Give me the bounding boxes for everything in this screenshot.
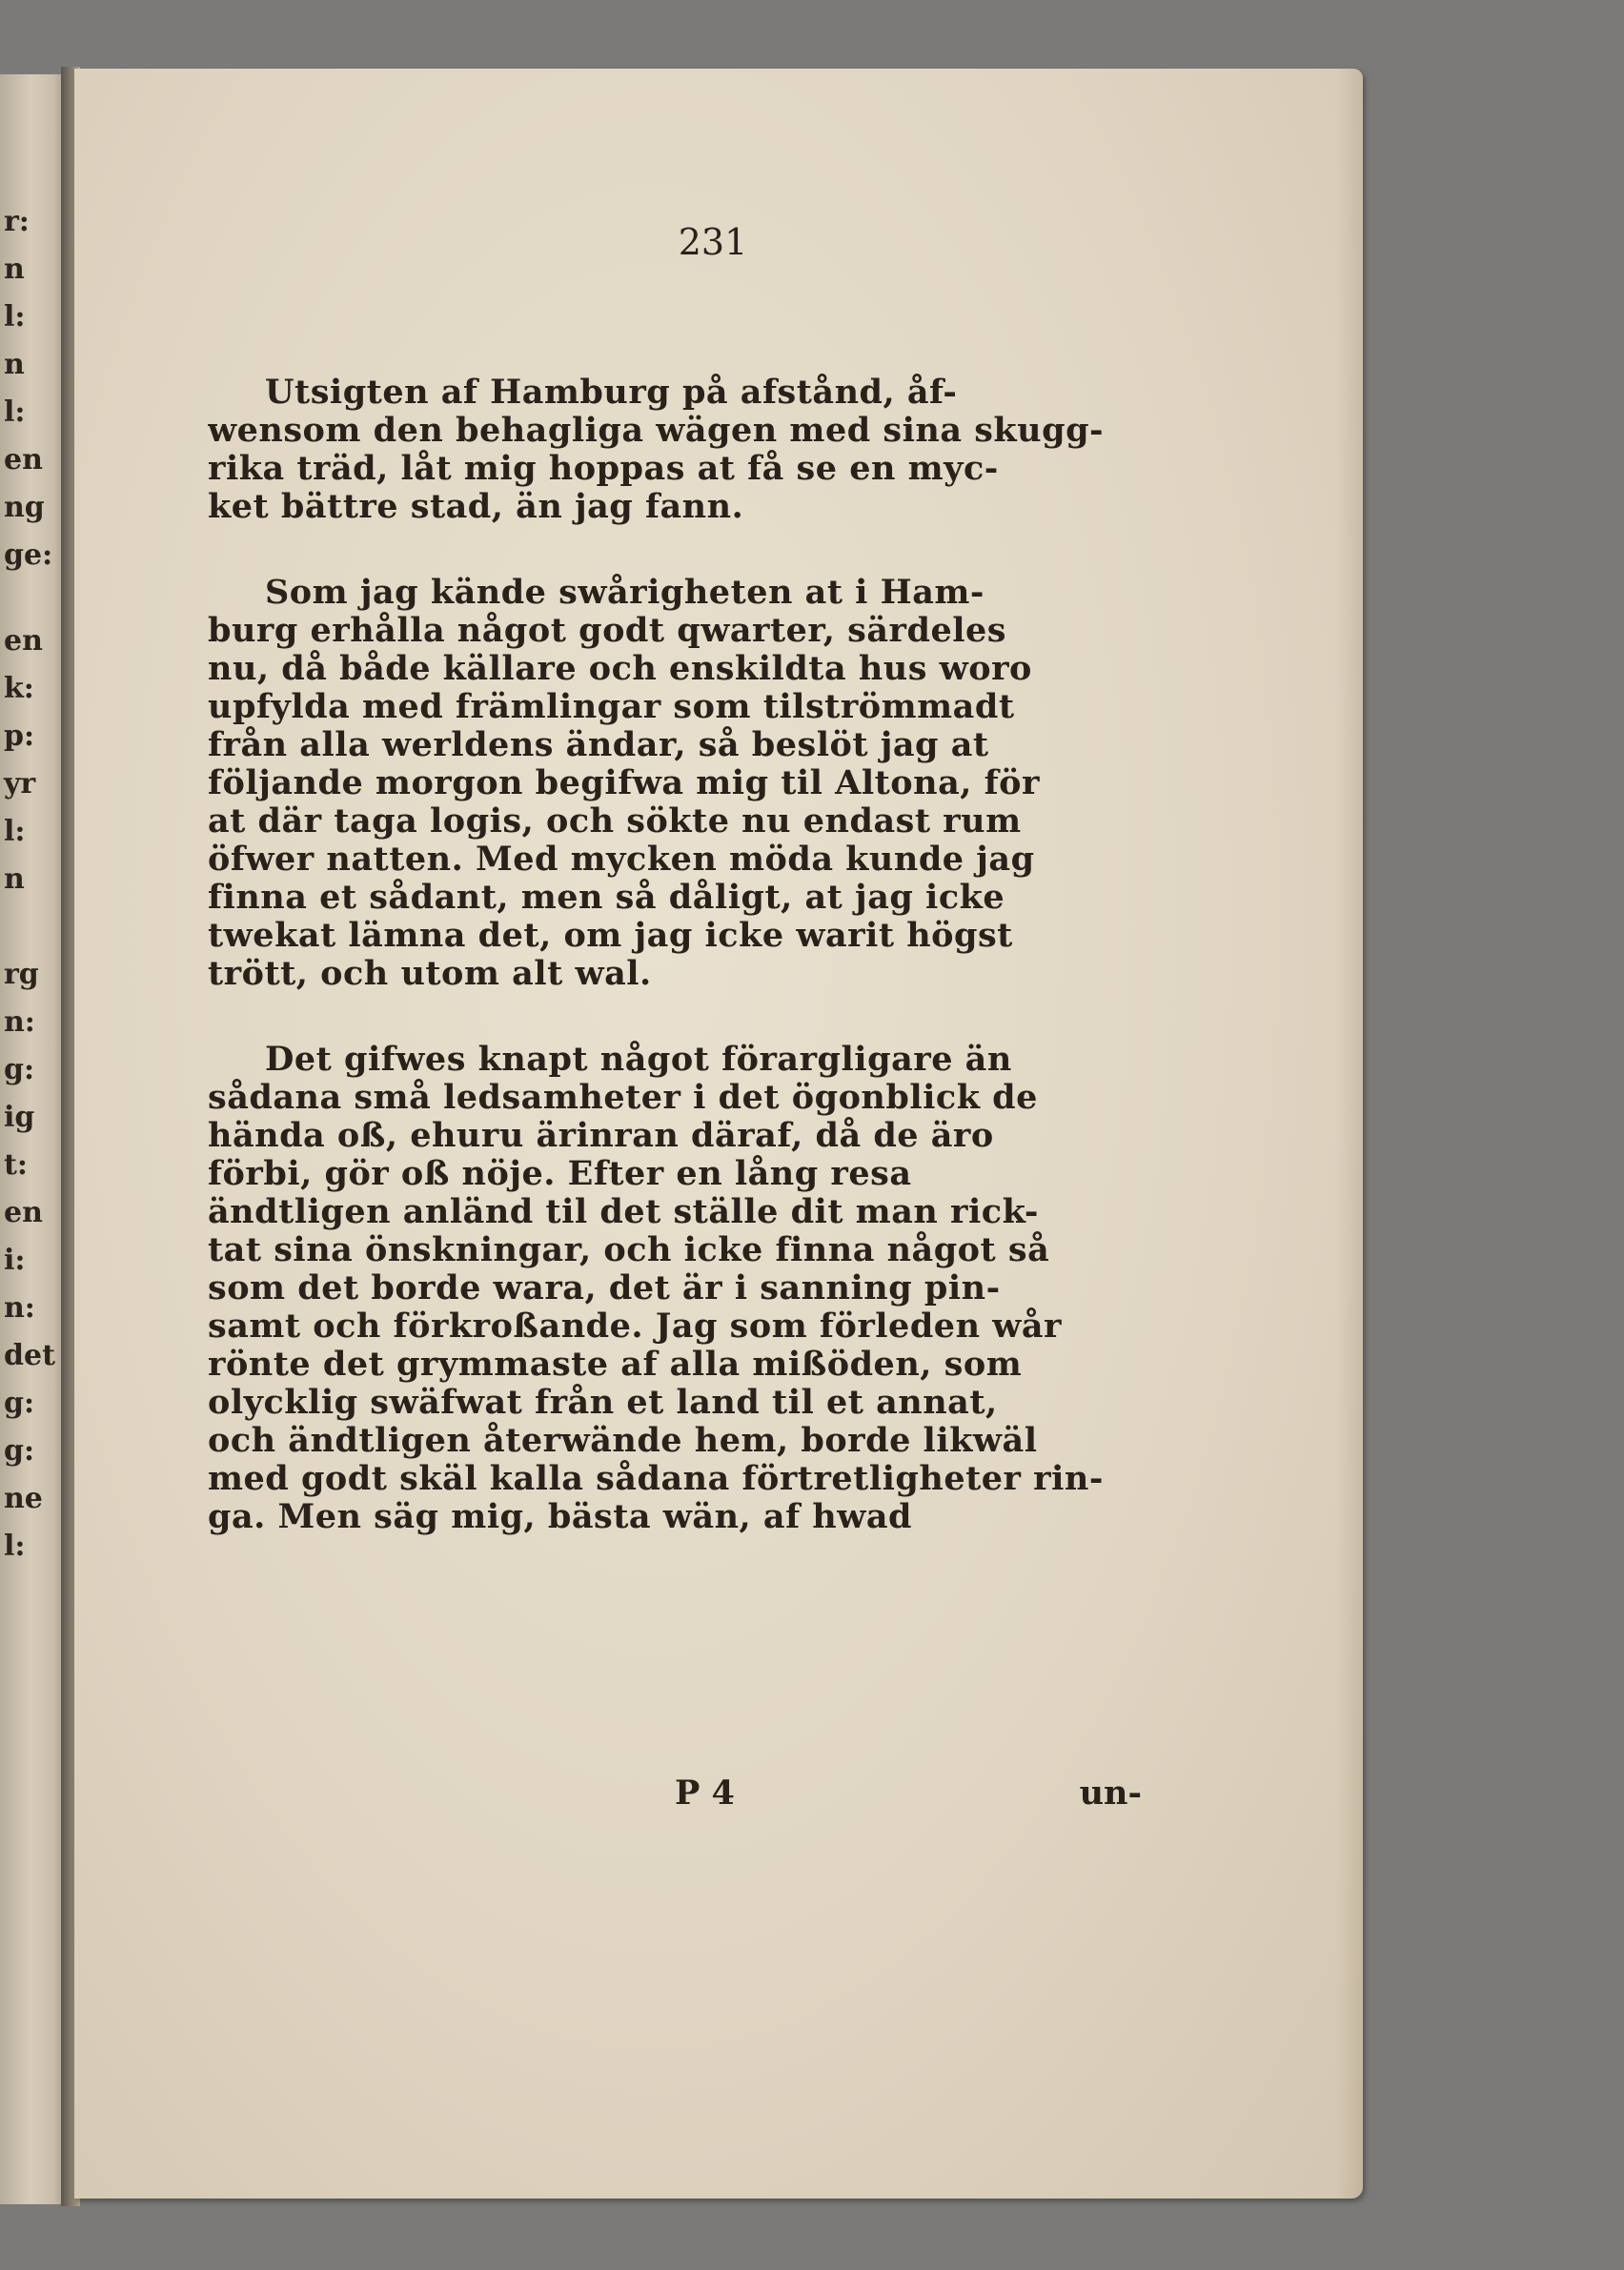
text-line: och ändtligen återwände hem, borde likwäl	[208, 1422, 1038, 1460]
left-page-fragment: n	[4, 253, 25, 286]
left-page-fragment: n:	[4, 1005, 35, 1039]
left-page-fragment: g:	[4, 1434, 35, 1468]
text-line: ket bättre stad, än jag fann.	[208, 488, 744, 526]
left-page-fragment: n	[4, 348, 25, 381]
left-page-fragment: l:	[4, 395, 26, 429]
text-line: nu, då både källare och enskildta hus woro	[208, 650, 1032, 688]
text-line: wensom den behagliga wägen med sina skugg-	[208, 412, 1105, 450]
left-page-fragment: yr	[4, 767, 36, 801]
text-line: rika träd, låt mig hoppas at få se en myc-	[208, 450, 999, 488]
text-line: öfwer natten. Med mycken möda kunde jag	[208, 841, 1035, 879]
page-number: 231	[678, 221, 748, 263]
text-line: sådana små ledsamheter i det ögonblick de	[208, 1079, 1038, 1117]
text-line: som det borde wara, det är i sanning pin-	[208, 1269, 1001, 1307]
text-line: från alla werldens ändar, så beslöt jag at	[208, 726, 989, 764]
signature-mark: P 4	[675, 1773, 735, 1813]
paragraph-gap	[208, 526, 1142, 574]
left-page-fragment: l:	[4, 815, 26, 848]
left-page-fragment: l:	[4, 1530, 26, 1563]
text-line: trött, och utom alt wal.	[208, 955, 652, 993]
text-line: Utsigten af Hamburg på afstånd, åf-	[265, 374, 958, 412]
left-page-fragment: g:	[4, 1387, 35, 1420]
left-page-fragment: en	[4, 443, 43, 476]
left-page-fragment: ge:	[4, 538, 53, 572]
left-page-fragment: l:	[4, 300, 26, 334]
left-page-fragment: t:	[4, 1148, 28, 1182]
text-line: at där taga logis, och sökte nu endast rum	[208, 802, 1022, 841]
left-page-edge	[0, 74, 67, 2204]
paragraph	[208, 1041, 1142, 1536]
left-page-fragment: en	[4, 1196, 43, 1229]
text-line: twekat lämna det, om jag icke warit högst	[208, 917, 1013, 955]
text-line: hända oß, ehuru ärinran däraf, då de äro	[208, 1117, 994, 1155]
text-line: följande morgon begifwa mig til Altona, för	[208, 764, 1040, 802]
text-line: förbi, gör oß nöje. Efter en lång resa	[208, 1155, 912, 1193]
text-line: ga. Men säg mig, bästa wän, af hwad	[208, 1498, 913, 1536]
left-page-fragment: p:	[4, 720, 35, 753]
left-page-fragment: k:	[4, 672, 34, 705]
text-line: upfylda med främlingar som tilströmmadt	[208, 688, 1015, 726]
left-page-fragment: rg	[4, 958, 39, 991]
left-page-fragment: n:	[4, 1291, 35, 1325]
text-line: olycklig swäfwat från et land til et annat,	[208, 1384, 998, 1422]
body-text	[208, 374, 1142, 1536]
text-line: burg erhålla något godt qwarter, särdeles	[208, 612, 1006, 650]
left-page-fragment: ng	[4, 491, 45, 524]
left-page-fragment: r:	[4, 205, 30, 238]
page-footer	[208, 1774, 1142, 1813]
left-page-fragment: det	[4, 1339, 55, 1372]
text-line: finna et sådant, men så dåligt, at jag icke	[208, 879, 1005, 917]
book-page	[74, 69, 1363, 2199]
left-page-fragment: ne	[4, 1482, 43, 1515]
left-page-fragment: i:	[4, 1244, 26, 1277]
text-line: Som jag kände swårigheten at i Ham-	[265, 574, 985, 612]
text-line: ändtligen anländ til det ställe dit man rick-	[208, 1193, 1039, 1231]
text-line: rönte det grymmaste af alla mißöden, som	[208, 1346, 1023, 1384]
text-line: Det gifwes knapt något förargligare än	[265, 1041, 1012, 1079]
left-page-fragment: n	[4, 862, 25, 896]
left-page-fragment: ig	[4, 1101, 35, 1134]
text-line: med godt skäl kalla sådana förtretligheter rin-	[208, 1460, 1104, 1498]
text-line: samt och förkroßande. Jag som förleden wår	[208, 1307, 1062, 1346]
text-line: tat sina önskningar, och icke finna något så	[208, 1231, 1050, 1269]
left-page-fragment: g:	[4, 1053, 35, 1086]
paragraph	[208, 374, 1142, 526]
left-page-fragment: en	[4, 624, 43, 658]
catchword: un-	[1079, 1773, 1142, 1813]
paragraph	[208, 574, 1142, 993]
paragraph-gap	[208, 993, 1142, 1041]
